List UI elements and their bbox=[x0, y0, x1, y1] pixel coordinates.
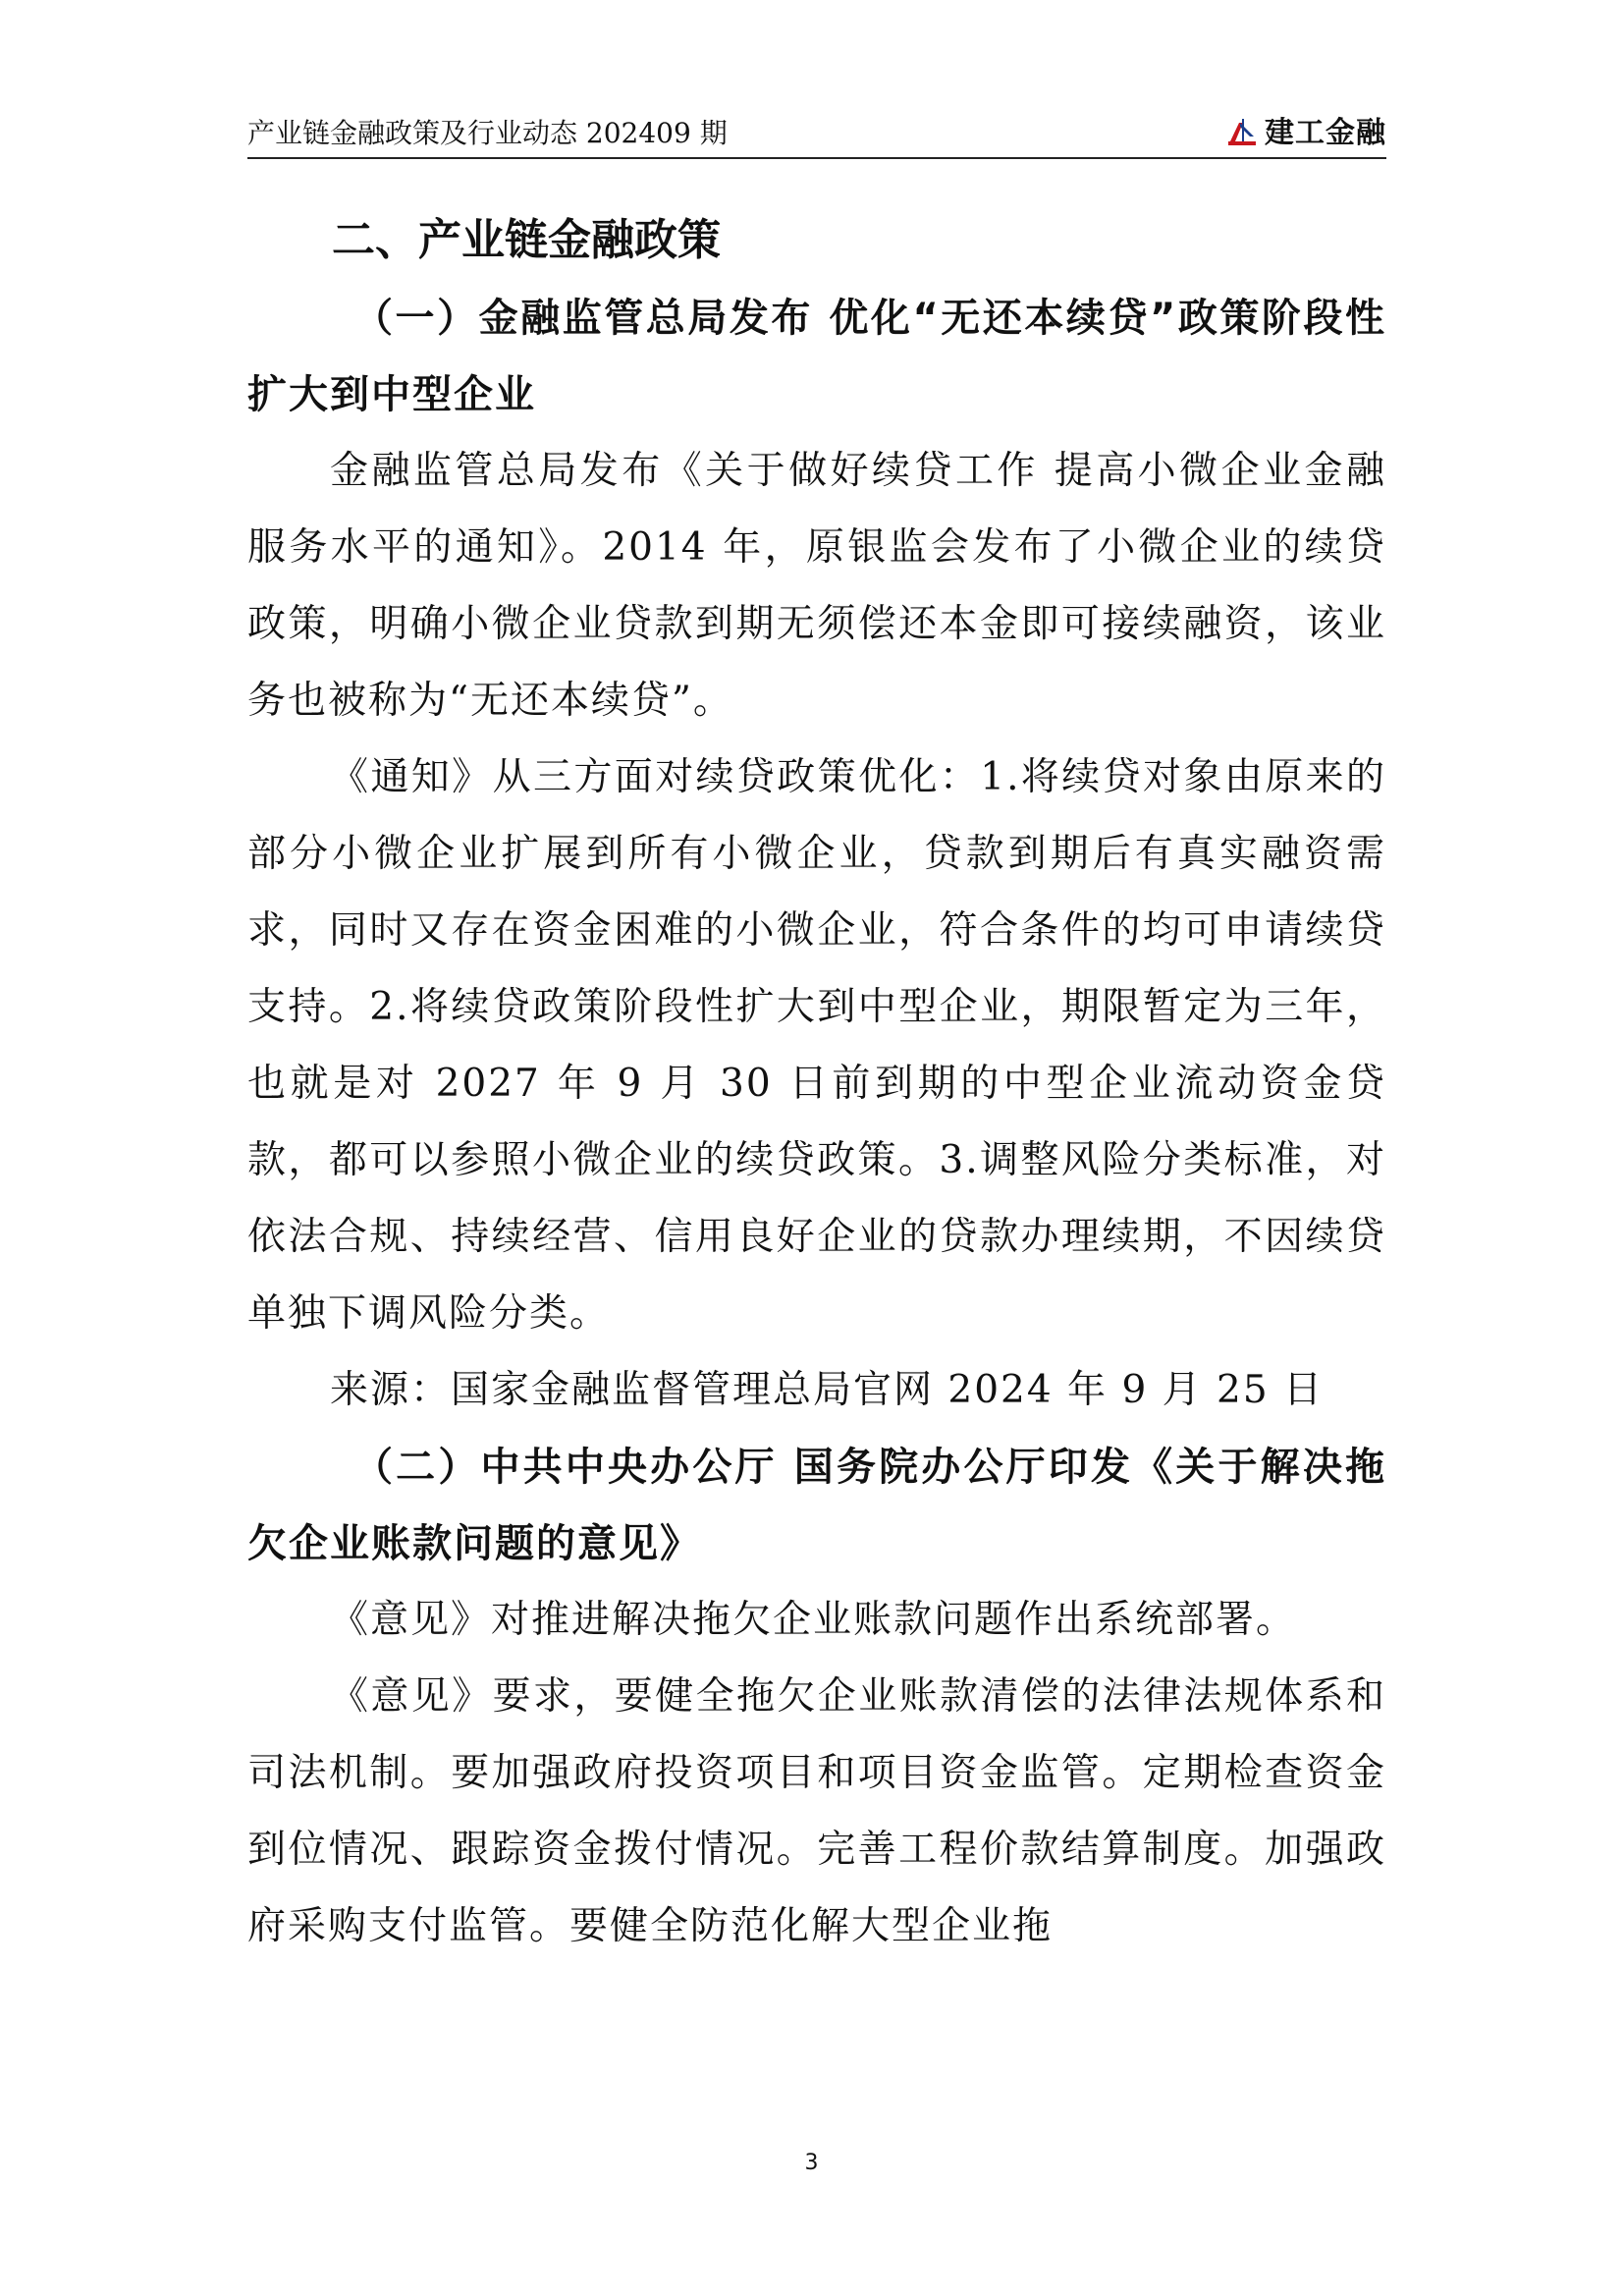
construction-crane-logo-icon bbox=[1225, 117, 1259, 150]
subsection-title-2: （二）中共中央办公厅 国务院办公厅印发《关于解决拖欠企业账款问题的意见》 bbox=[247, 1445, 1386, 1566]
source-line: 来源：国家金融监督管理总局官网 2024 年 9 月 25 日 bbox=[330, 1368, 1325, 1412]
header-brand bbox=[1225, 116, 1386, 151]
paragraph: 《通知》从三方面对续贷政策优化：1.将续贷对象由原来的部分小微企业扩展到所有小微企业，贷款到期后有真实融资需求，同时又存在资金困难的小微企业，符合条件的均可申请续贷支持。2.将续贷政策阶段性扩大到中型企业，期限暂定为三年，也就是对 2027 年 9 月 30 日前到期的中型企业流动资金贷款，都可以参照小微企业的续贷政策。3.调整风险分类标准，对依法合规、持续经营、信用良好企业的贷款办理续期，不因续贷单独下调风险分类。 bbox=[247, 755, 1386, 1336]
page-content bbox=[247, 201, 1386, 1965]
paragraph: 金融监管总局发布《关于做好续贷工作 提高小微企业金融服务水平的通知》。2014 年，原银监会发布了小微企业的续贷政策，明确小微企业贷款到期无须偿还本金即可接续融资，该业务也被称为“无还本续贷”。 bbox=[247, 449, 1386, 723]
page-header bbox=[247, 110, 1386, 159]
page-number: 3 bbox=[804, 2151, 819, 2175]
section-heading: 二、产业链金融政策 bbox=[332, 215, 721, 265]
paragraph: 《意见》对推进解决拖欠企业账款问题作出系统部署。 bbox=[330, 1598, 1297, 1642]
subsection-title-1: （一）金融监管总局发布 优化“无还本续贷”政策阶段性扩大到中型企业 bbox=[247, 296, 1386, 417]
brand-name: 建工金融 bbox=[1265, 116, 1386, 150]
header-title: 产业链金融政策及行业动态 202409 期 bbox=[247, 117, 728, 149]
paragraph: 《意见》要求，要健全拖欠企业账款清偿的法律法规体系和司法机制。要加强政府投资项目和项目资金监管。定期检查资金到位情况、跟踪资金拨付情况。完善工程价款结算制度。加强政府采购支付监管。要健全防范化解大型企业拖 bbox=[247, 1674, 1386, 1948]
